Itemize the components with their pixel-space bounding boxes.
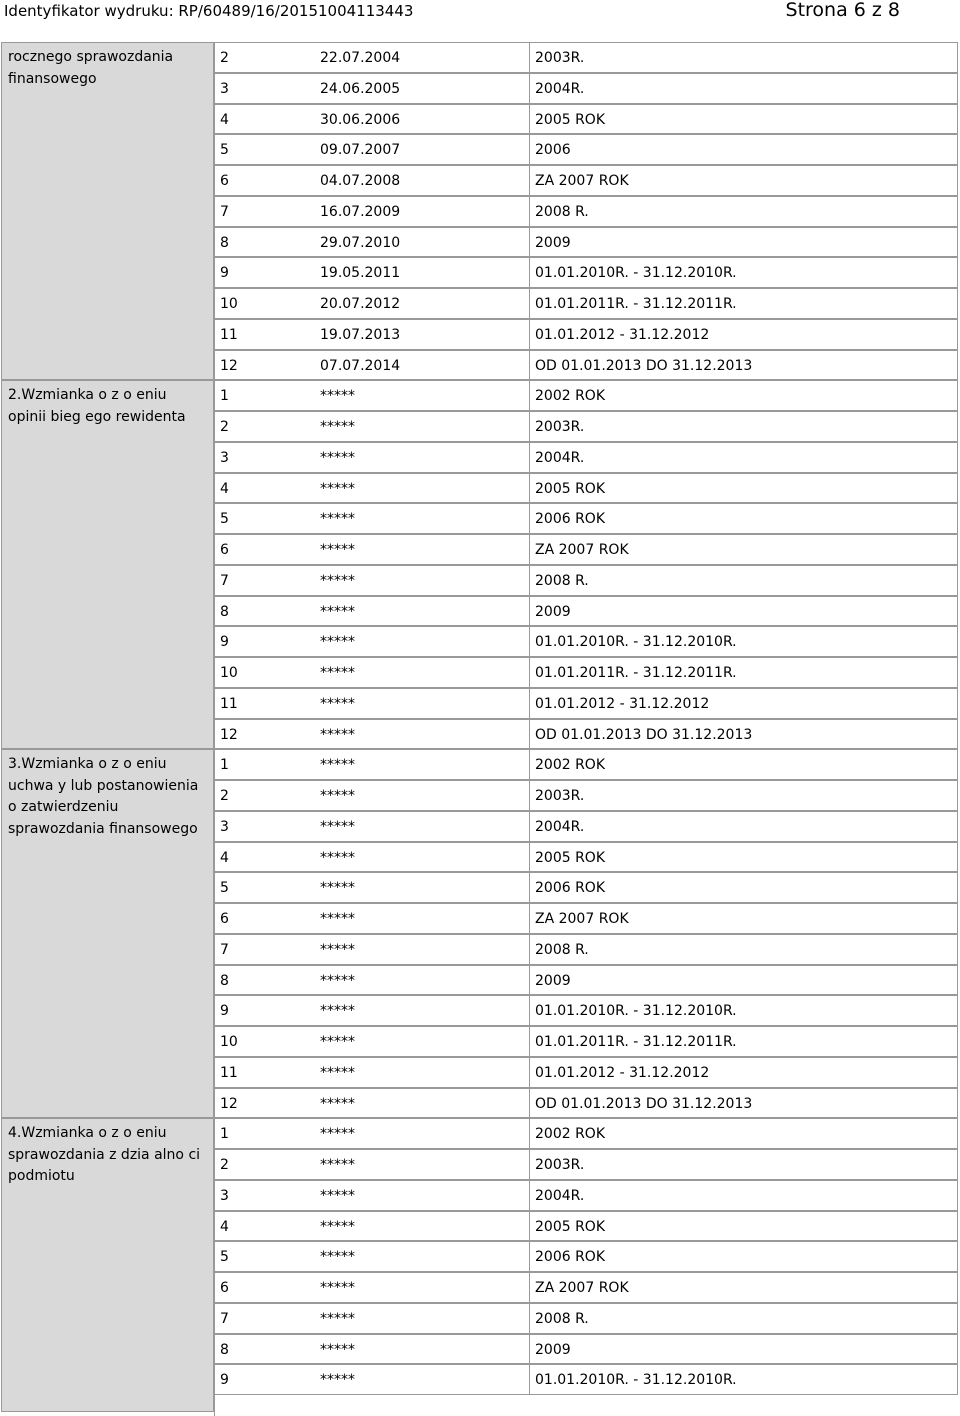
entry-value: ***** [320, 419, 355, 435]
table-row [214, 1057, 958, 1088]
table-row [214, 534, 958, 565]
entry-value: ***** [320, 1187, 355, 1204]
table-row [214, 719, 958, 750]
entry-value: ***** [320, 818, 355, 835]
entry-number: 5 [220, 511, 229, 528]
period-cell: OD 01.01.2013 DO 31.12.2013 [530, 1088, 958, 1119]
period-cell: 2005 ROK [530, 473, 958, 504]
table-row [214, 934, 958, 965]
entry-value: ***** [320, 542, 355, 558]
entry-cell [214, 688, 530, 719]
table-row [214, 165, 958, 196]
period-cell: 2002 ROK [530, 1118, 958, 1149]
table-row [214, 288, 958, 319]
entry-number: 12 [220, 1095, 238, 1112]
entry-number: 4 [220, 480, 229, 497]
entry-cell [214, 903, 530, 934]
entry-cell [214, 596, 530, 627]
period-cell: 2002 ROK [530, 380, 958, 411]
table-row [214, 1334, 958, 1365]
entry-cell [214, 719, 530, 750]
table-row [214, 1118, 958, 1149]
entry-value: ***** [320, 388, 355, 405]
entry-value: 24.06.2005 [320, 80, 401, 97]
entry-cell [214, 534, 530, 565]
entry-value: ***** [320, 972, 355, 989]
table-row [214, 73, 958, 104]
entry-number: 9 [220, 265, 229, 282]
entry-value: 19.07.2013 [320, 326, 401, 343]
entry-value: ***** [320, 572, 355, 589]
entry-value: ***** [320, 788, 355, 804]
entry-value: ***** [320, 449, 355, 466]
entry-number: 9 [220, 1372, 229, 1389]
entry-number: 7 [220, 941, 229, 958]
table-row [214, 1088, 958, 1119]
entry-cell [214, 350, 530, 381]
period-cell: 2009 [530, 965, 958, 996]
entry-value: ***** [320, 695, 355, 712]
entry-value: ***** [320, 1003, 355, 1020]
entry-number: 4 [220, 849, 229, 866]
table-row [214, 565, 958, 596]
entry-number: 6 [220, 542, 229, 558]
section-label: rocznego sprawozdania finansowego [1, 42, 214, 380]
period-cell: 01.01.2012 - 31.12.2012 [530, 319, 958, 350]
table-row [214, 1026, 958, 1057]
period-cell: 01.01.2011R. - 31.12.2011R. [530, 1026, 958, 1057]
entry-cell [214, 411, 530, 442]
entry-cell [214, 657, 530, 688]
table-row [214, 350, 958, 381]
table-row [214, 626, 958, 657]
entry-value: ***** [320, 1249, 355, 1266]
entry-number: 6 [220, 1280, 229, 1296]
table-row [214, 134, 958, 165]
period-cell: OD 01.01.2013 DO 31.12.2013 [530, 350, 958, 381]
entry-number: 10 [220, 296, 238, 312]
entry-number: 3 [220, 1187, 229, 1204]
table-row [214, 1241, 958, 1272]
period-cell: 01.01.2012 - 31.12.2012 [530, 688, 958, 719]
print-header [0, 0, 960, 28]
entry-value: ***** [320, 1341, 355, 1358]
period-cell: 2004R. [530, 1180, 958, 1211]
entry-number: 11 [220, 326, 238, 343]
entry-value: ***** [320, 757, 355, 774]
table-row [214, 749, 958, 780]
table-row [214, 903, 958, 934]
entry-cell [214, 780, 530, 811]
entry-number: 3 [220, 449, 229, 466]
table-row [214, 319, 958, 350]
table-row [214, 596, 958, 627]
entry-number: 8 [220, 1341, 229, 1358]
entry-value: ***** [320, 849, 355, 866]
period-cell: 2005 ROK [530, 104, 958, 135]
table-row [214, 196, 958, 227]
entry-value: ***** [320, 480, 355, 497]
table-row [214, 257, 958, 288]
period-cell: 01.01.2012 - 31.12.2012 [530, 1057, 958, 1088]
entry-number: 9 [220, 1003, 229, 1020]
entry-cell [214, 749, 530, 780]
entry-cell [214, 1088, 530, 1119]
entry-value: 29.07.2010 [320, 234, 401, 251]
entry-value: 20.07.2012 [320, 296, 401, 312]
entry-value: ***** [320, 634, 355, 651]
period-cell: 2005 ROK [530, 842, 958, 873]
table-row [214, 1364, 958, 1395]
period-cell: 2008 R. [530, 1303, 958, 1334]
table-row [214, 473, 958, 504]
entry-value: 09.07.2007 [320, 142, 401, 159]
table-row [214, 688, 958, 719]
section-label: 2.Wzmianka o z o eniu opinii bieg ego rewidenta [1, 380, 214, 749]
period-cell: 2006 ROK [530, 503, 958, 534]
entry-value: ***** [320, 726, 355, 743]
table-row [214, 1272, 958, 1303]
entry-cell [214, 1180, 530, 1211]
entry-value: ***** [320, 603, 355, 620]
period-cell: 2003R. [530, 780, 958, 811]
entry-value: ***** [320, 941, 355, 958]
entry-value: ***** [320, 511, 355, 528]
table-row [214, 1149, 958, 1180]
period-cell: 2002 ROK [530, 749, 958, 780]
entry-number: 7 [220, 203, 229, 220]
entry-number: 4 [220, 1218, 229, 1235]
entry-value: ***** [320, 1310, 355, 1327]
entry-number: 1 [220, 1126, 229, 1143]
entry-number: 4 [220, 111, 229, 128]
period-cell: 2008 R. [530, 565, 958, 596]
period-cell: 2004R. [530, 73, 958, 104]
entry-cell [214, 196, 530, 227]
period-cell: 01.01.2010R. - 31.12.2010R. [530, 257, 958, 288]
period-cell: 2003R. [530, 411, 958, 442]
entry-cell [214, 565, 530, 596]
period-cell: 01.01.2010R. - 31.12.2010R. [530, 1364, 958, 1395]
period-cell: ZA 2007 ROK [530, 165, 958, 196]
table-row [214, 842, 958, 873]
entry-cell [214, 1211, 530, 1242]
print-identifier: Identyfikator wydruku: RP/60489/16/20151004113443 [4, 2, 414, 20]
entry-value: 22.07.2004 [320, 50, 401, 66]
period-cell: 2008 R. [530, 196, 958, 227]
entry-value: ***** [320, 1218, 355, 1235]
period-cell: 2005 ROK [530, 1211, 958, 1242]
entry-cell [214, 872, 530, 903]
entry-value: 19.05.2011 [320, 265, 401, 282]
entry-number: 1 [220, 388, 229, 405]
entry-number: 11 [220, 695, 238, 712]
entry-value: ***** [320, 1064, 355, 1081]
entry-cell [214, 811, 530, 842]
period-cell: 01.01.2010R. - 31.12.2010R. [530, 995, 958, 1026]
table-row [214, 42, 958, 73]
period-cell: 01.01.2010R. - 31.12.2010R. [530, 626, 958, 657]
table-row [214, 227, 958, 258]
entry-number: 1 [220, 757, 229, 774]
entry-number: 8 [220, 234, 229, 251]
table-row [214, 657, 958, 688]
table-row [214, 995, 958, 1026]
entry-number: 12 [220, 726, 238, 743]
entry-number: 5 [220, 880, 229, 897]
period-cell: 01.01.2011R. - 31.12.2011R. [530, 657, 958, 688]
entry-value: ***** [320, 911, 355, 927]
entry-cell [214, 1272, 530, 1303]
entry-value: 04.07.2008 [320, 173, 401, 189]
entry-number: 11 [220, 1064, 238, 1081]
period-cell: ZA 2007 ROK [530, 903, 958, 934]
entry-number: 12 [220, 357, 238, 374]
period-cell: 01.01.2011R. - 31.12.2011R. [530, 288, 958, 319]
table-row [214, 811, 958, 842]
entry-value: 16.07.2009 [320, 203, 401, 220]
entry-number: 8 [220, 603, 229, 620]
table-row [214, 104, 958, 135]
entry-value: ***** [320, 1126, 355, 1143]
entry-number: 2 [220, 788, 229, 804]
period-cell: 2009 [530, 1334, 958, 1365]
table-row [214, 503, 958, 534]
entry-cell [214, 965, 530, 996]
entry-cell [214, 1303, 530, 1334]
period-cell: 2004R. [530, 442, 958, 473]
period-cell: 2004R. [530, 811, 958, 842]
entry-cell [214, 842, 530, 873]
entry-number: 10 [220, 1034, 238, 1050]
entry-value: ***** [320, 1095, 355, 1112]
entry-cell [214, 442, 530, 473]
entry-cell [214, 319, 530, 350]
period-cell: 2008 R. [530, 934, 958, 965]
table-row [214, 380, 958, 411]
entry-number: 9 [220, 634, 229, 651]
entry-cell [214, 257, 530, 288]
entry-number: 5 [220, 1249, 229, 1266]
entry-cell [214, 134, 530, 165]
section-label: 4.Wzmianka o z o eniu sprawozdania z dzia alno ci podmiotu [1, 1118, 214, 1412]
entry-cell [214, 1241, 530, 1272]
table-row [214, 780, 958, 811]
entry-cell [214, 288, 530, 319]
entry-cell [214, 1149, 530, 1180]
entry-cell [214, 73, 530, 104]
entry-number: 7 [220, 572, 229, 589]
entry-number: 7 [220, 1310, 229, 1327]
period-cell: 2006 ROK [530, 1241, 958, 1272]
period-cell: 2003R. [530, 1149, 958, 1180]
entry-number: 3 [220, 80, 229, 97]
entry-number: 3 [220, 818, 229, 835]
entry-cell [214, 104, 530, 135]
entry-cell [214, 227, 530, 258]
entry-cell [214, 380, 530, 411]
period-cell: ZA 2007 ROK [530, 1272, 958, 1303]
table-border [214, 1392, 215, 1416]
entry-value: 30.06.2006 [320, 111, 401, 128]
table-row [214, 1180, 958, 1211]
entry-cell [214, 1118, 530, 1149]
entry-cell [214, 626, 530, 657]
entry-value: ***** [320, 1034, 355, 1050]
entry-number: 2 [220, 1157, 229, 1173]
entry-cell [214, 165, 530, 196]
entry-value: ***** [320, 665, 355, 681]
entry-cell [214, 42, 530, 73]
entry-value: ***** [320, 1372, 355, 1389]
section-label: 3.Wzmianka o z o eniu uchwa y lub postanowienia o zatwierdzeniu sprawozdania finansowego [1, 749, 214, 1118]
entry-value: ***** [320, 1157, 355, 1173]
period-cell: 2006 ROK [530, 872, 958, 903]
entry-cell [214, 1026, 530, 1057]
entry-number: 10 [220, 665, 238, 681]
table-row [214, 411, 958, 442]
entry-cell [214, 1364, 530, 1395]
table-row [214, 872, 958, 903]
entry-cell [214, 1057, 530, 1088]
entry-cell [214, 934, 530, 965]
period-cell: 2009 [530, 227, 958, 258]
entry-number: 2 [220, 419, 229, 435]
entry-number: 6 [220, 911, 229, 927]
entry-value: ***** [320, 1280, 355, 1296]
entry-number: 6 [220, 173, 229, 189]
entry-number: 5 [220, 142, 229, 159]
entry-value: ***** [320, 880, 355, 897]
period-cell: 2003R. [530, 42, 958, 73]
period-cell: ZA 2007 ROK [530, 534, 958, 565]
entry-cell [214, 995, 530, 1026]
entry-number: 8 [220, 972, 229, 989]
entry-value: 07.07.2014 [320, 357, 401, 374]
table-row [214, 1303, 958, 1334]
table-row [214, 1211, 958, 1242]
period-cell: OD 01.01.2013 DO 31.12.2013 [530, 719, 958, 750]
entry-number: 2 [220, 50, 229, 66]
period-cell: 2009 [530, 596, 958, 627]
page-number: Strona 6 z 8 [785, 0, 900, 21]
period-cell: 2006 [530, 134, 958, 165]
entry-cell [214, 1334, 530, 1365]
table-row [214, 965, 958, 996]
table-row [214, 442, 958, 473]
entry-cell [214, 503, 530, 534]
entry-cell [214, 473, 530, 504]
